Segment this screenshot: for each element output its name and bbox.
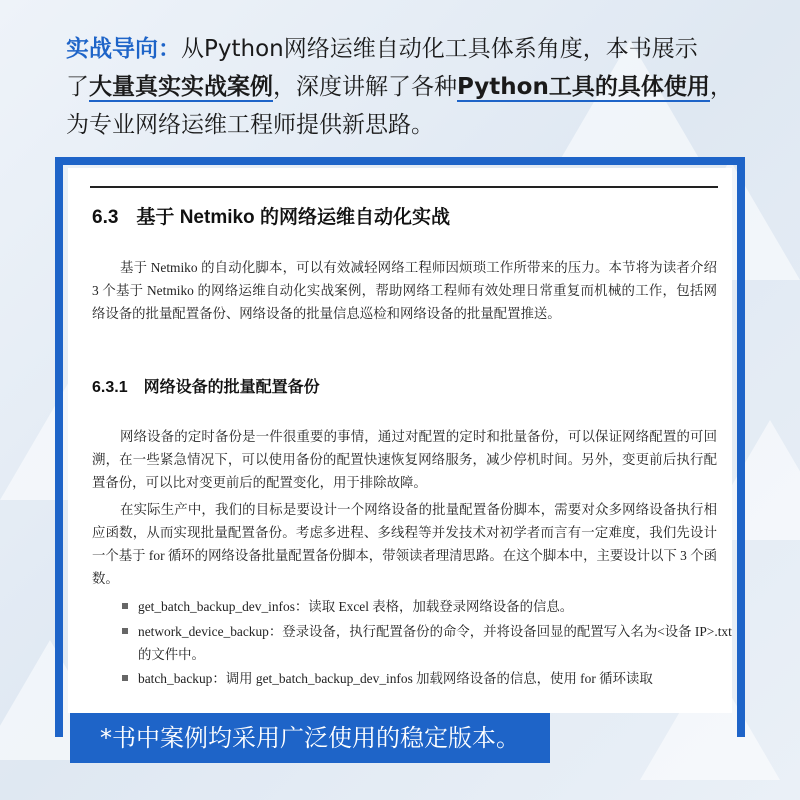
intro-paragraph: 基于 Netmiko 的自动化脚本，可以有效减轻网络工程师因烦琐工作所带来的压力。本节将为读者介绍 3 个基于 Netmiko 的网络运维自动化实战案例，帮助网络工程师有效处理日常重复而机械的工作，包括网络设备的批量配置备份、网络设备的批量信息巡检和网络设备的批量配置推送。 — [92, 260, 717, 321]
headline-line2-mid: ，深度讲解了各种 — [273, 74, 457, 100]
headline-line2-pre: 了 — [66, 74, 89, 100]
bullet-text: batch_backup：调用 get_batch_backup_dev_infos 加载网络设备的信息，使用 for 循环读取 — [138, 671, 653, 686]
bullet-text: get_batch_backup_dev_infos：读取 Excel 表格，加载登录网络设备的信息。 — [138, 599, 574, 614]
section-number: 6.3 — [92, 207, 119, 228]
headline-line2-post: ， — [709, 74, 733, 100]
subsection-title: 网络设备的批量配置备份 — [143, 379, 320, 396]
section-title: 基于 Netmiko 的网络运维自动化实战 — [136, 207, 450, 228]
bullet-square-icon — [122, 603, 128, 609]
section-heading — [92, 202, 450, 229]
top-rule — [90, 186, 718, 188]
bullet-square-icon — [122, 628, 128, 634]
paragraph-1: 网络设备的定时备份是一件很重要的事情，通过对配置的定时和批量备份，可以保证网络配置的可回溯，在一些紧急情况下，可以使用备份的配置快速恢复网络服务，减少停机时间。另外，变更前后执行配置备份，可以比对变更前后的配置变化，用于排除故障。 — [92, 429, 717, 490]
subsection-number: 6.3.1 — [92, 379, 128, 396]
bullet-text: network_device_backup：登录设备，执行配置备份的命令，并将设备回显的配置写入名为<设备 IP>.txt 的文件中。 — [138, 624, 732, 662]
bullet-item — [122, 595, 733, 618]
headline — [66, 30, 756, 144]
bullet-item — [122, 667, 733, 690]
bullet-square-icon — [122, 675, 128, 681]
headline-emphasis-cases: 大量真实实战案例 — [89, 74, 273, 100]
paragraph-2: 在实际生产中，我们的目标是要设计一个网络设备的批量配置备份脚本，需要对众多网络设备执行相应函数，从而实现批量配置备份。考虑多进程、多线程等并发技术对初学者而言有一定难度，我们先设计一个基于 for 循环的网络设备批量配置备份脚本，带领读者理清思路。在这个脚本中，主要设计以下 3 个函数。 — [92, 502, 717, 586]
bullet-item — [122, 620, 733, 666]
headline-line3: 为专业网络运维工程师提供新思路。 — [66, 112, 434, 138]
headline-line1: 从Python网络运维自动化工具体系角度，本书展示 — [181, 36, 698, 62]
book-page — [68, 168, 732, 713]
headline-tag: 实战导向： — [66, 36, 181, 62]
subsection-heading — [92, 374, 320, 397]
headline-emphasis-tools: Python工具的具体使用 — [457, 74, 710, 100]
footer-banner: *书中案例均采用广泛使用的稳定版本。 — [70, 713, 550, 763]
